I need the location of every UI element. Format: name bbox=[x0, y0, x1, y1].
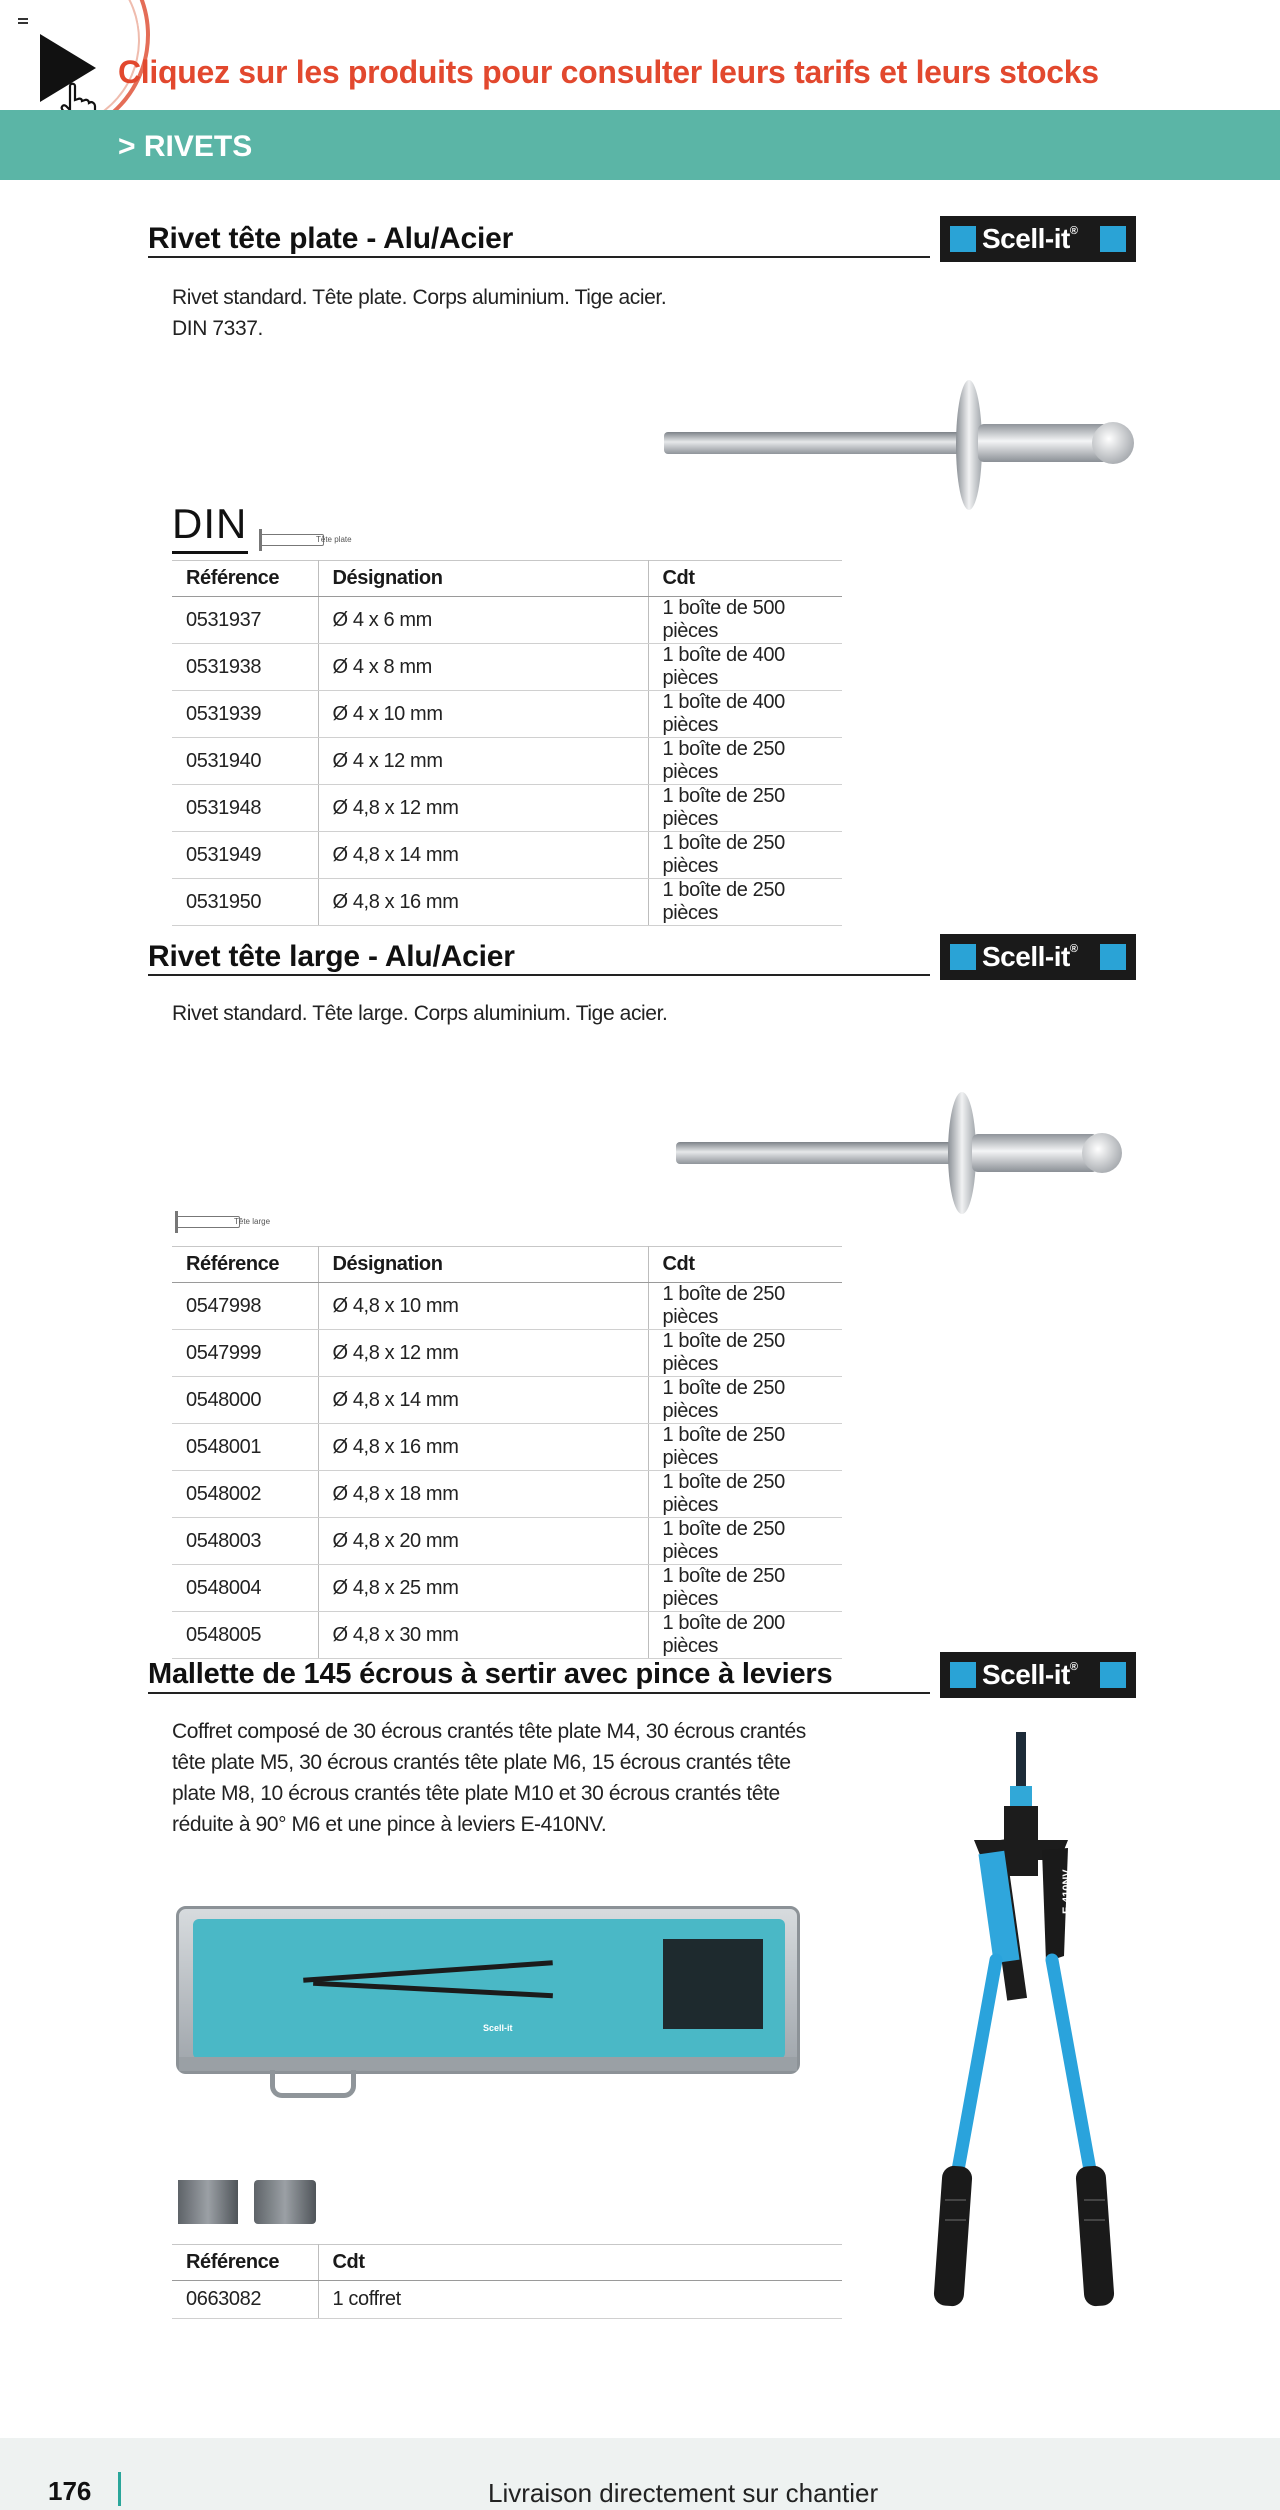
case-handle bbox=[270, 2070, 356, 2098]
reference-cell[interactable]: 0531939 bbox=[172, 691, 318, 738]
designation-cell: Ø 4,8 x 14 mm bbox=[318, 1377, 648, 1424]
table-row[interactable] bbox=[172, 1471, 842, 1518]
title-rule bbox=[148, 256, 930, 258]
reference-cell[interactable]: 0531937 bbox=[172, 597, 318, 644]
rivet-diagram-label: Tête plate bbox=[316, 535, 352, 544]
tool-model-label: E-410NV bbox=[1061, 1869, 1073, 1914]
reference-cell[interactable]: 0531948 bbox=[172, 785, 318, 832]
product-description: Rivet standard. Tête plate. Corps aluminium. Tige acier. DIN 7337. bbox=[172, 286, 667, 340]
column-header: Référence bbox=[172, 561, 318, 597]
table-row[interactable] bbox=[172, 1612, 842, 1659]
designation-cell: Ø 4,8 x 20 mm bbox=[318, 1518, 648, 1565]
brand-badge: Scell-it® bbox=[940, 934, 1136, 980]
table-row[interactable] bbox=[172, 1424, 842, 1471]
reference-cell[interactable]: 0548004 bbox=[172, 1565, 318, 1612]
table-row[interactable] bbox=[172, 1330, 842, 1377]
product-title[interactable]: Rivet tête large - Alu/Acier bbox=[148, 940, 515, 973]
designation-cell: Ø 4,8 x 10 mm bbox=[318, 1283, 648, 1330]
packaging-cell: 1 boîte de 250 pièces bbox=[648, 1518, 842, 1565]
designation-cell: Ø 4 x 12 mm bbox=[318, 738, 648, 785]
table-row[interactable] bbox=[172, 691, 842, 738]
packaging-cell: 1 boîte de 250 pièces bbox=[648, 738, 842, 785]
flat-head-rivet-image[interactable] bbox=[660, 380, 1140, 510]
large-head-rivet-image[interactable] bbox=[672, 1092, 1132, 1214]
designation-cell: Ø 4,8 x 12 mm bbox=[318, 1330, 648, 1377]
table-row[interactable] bbox=[172, 832, 842, 879]
knurled-nut-icon bbox=[254, 2180, 316, 2224]
reference-cell[interactable]: 0531938 bbox=[172, 644, 318, 691]
reference-cell[interactable]: 0548001 bbox=[172, 1424, 318, 1471]
column-header: Référence bbox=[172, 2245, 318, 2281]
packaging-cell: 1 boîte de 250 pièces bbox=[648, 1471, 842, 1518]
packaging-cell: 1 boîte de 250 pièces bbox=[648, 1330, 842, 1377]
packaging-cell: 1 boîte de 250 pièces bbox=[648, 785, 842, 832]
designation-cell: Ø 4,8 x 16 mm bbox=[318, 1424, 648, 1471]
column-header: Référence bbox=[172, 1247, 318, 1283]
title-rule bbox=[148, 1692, 930, 1694]
packaging-cell: 1 boîte de 250 pièces bbox=[648, 832, 842, 879]
designation-cell: Ø 4,8 x 25 mm bbox=[318, 1565, 648, 1612]
product-title[interactable]: Mallette de 145 écrous à sertir avec pince à leviers bbox=[148, 1658, 833, 1690]
designation-cell: Ø 4,8 x 16 mm bbox=[318, 879, 648, 926]
packaging-cell: 1 boîte de 200 pièces bbox=[648, 1612, 842, 1659]
page-divider bbox=[118, 2472, 121, 2506]
table-row[interactable] bbox=[172, 597, 842, 644]
product-description: Rivet standard. Tête large. Corps aluminium. Tige acier. bbox=[172, 1002, 668, 1025]
designation-cell: Ø 4,8 x 30 mm bbox=[318, 1612, 648, 1659]
reference-cell[interactable]: 0548005 bbox=[172, 1612, 318, 1659]
table-row[interactable] bbox=[172, 785, 842, 832]
packaging-cell: 1 coffret bbox=[318, 2281, 842, 2319]
product-table bbox=[172, 560, 842, 926]
brand-badge: Scell-it® bbox=[940, 216, 1136, 262]
designation-cell: Ø 4 x 6 mm bbox=[318, 597, 648, 644]
table-row[interactable] bbox=[172, 1518, 842, 1565]
brand-badge: Scell-it® bbox=[940, 1652, 1136, 1698]
lever-plier-image[interactable] bbox=[900, 1730, 1150, 2330]
reference-cell[interactable]: 0548003 bbox=[172, 1518, 318, 1565]
reference-cell[interactable]: 0663082 bbox=[172, 2281, 318, 2319]
din-standard-label: DIN bbox=[172, 500, 248, 547]
title-rule bbox=[148, 974, 930, 976]
table-row[interactable] bbox=[172, 1565, 842, 1612]
table-row[interactable] bbox=[172, 2281, 842, 2319]
packaging-cell: 1 boîte de 250 pièces bbox=[648, 1424, 842, 1471]
packaging-cell: 1 boîte de 400 pièces bbox=[648, 691, 842, 738]
rivet-diagram-label: Tête large bbox=[234, 1217, 271, 1226]
designation-cell: Ø 4,8 x 12 mm bbox=[318, 785, 648, 832]
rivet-diagram bbox=[260, 534, 324, 546]
designation-cell: Ø 4 x 8 mm bbox=[318, 644, 648, 691]
column-header: Désignation bbox=[318, 561, 648, 597]
table-row[interactable] bbox=[172, 738, 842, 785]
packaging-cell: 1 boîte de 250 pièces bbox=[648, 1283, 842, 1330]
reference-cell[interactable]: 0531940 bbox=[172, 738, 318, 785]
column-header: Cdt bbox=[648, 561, 842, 597]
reference-cell[interactable]: 0547998 bbox=[172, 1283, 318, 1330]
reference-cell[interactable]: 0548002 bbox=[172, 1471, 318, 1518]
footer-tagline: Livraison directement sur chantier bbox=[488, 2478, 879, 2508]
product-table bbox=[172, 1246, 842, 1659]
flat-head-nut-icon bbox=[178, 2180, 238, 2224]
table-row[interactable] bbox=[172, 879, 842, 926]
designation-cell: Ø 4 x 10 mm bbox=[318, 691, 648, 738]
reference-cell[interactable]: 0547999 bbox=[172, 1330, 318, 1377]
case-brand-label: Scell-it bbox=[483, 2023, 513, 2033]
rivet-nut-case-image[interactable] bbox=[176, 1906, 800, 2074]
designation-cell: Ø 4,8 x 14 mm bbox=[318, 832, 648, 879]
table-row[interactable] bbox=[172, 1377, 842, 1424]
rivet-diagram bbox=[176, 1216, 240, 1228]
header-cta-link[interactable]: Cliquez sur les produits pour consulter leurs tarifs et leurs stocks bbox=[118, 54, 1099, 90]
page-number: 176 bbox=[48, 2476, 92, 2506]
table-row[interactable] bbox=[172, 644, 842, 691]
packaging-cell: 1 boîte de 250 pièces bbox=[648, 1565, 842, 1612]
packaging-cell: 1 boîte de 250 pièces bbox=[648, 879, 842, 926]
packaging-cell: 1 boîte de 400 pièces bbox=[648, 644, 842, 691]
reference-cell[interactable]: 0531949 bbox=[172, 832, 318, 879]
packaging-cell: 1 boîte de 500 pièces bbox=[648, 597, 842, 644]
packaging-cell: 1 boîte de 250 pièces bbox=[648, 1377, 842, 1424]
product-title[interactable]: Rivet tête plate - Alu/Acier bbox=[148, 222, 514, 255]
designation-cell: Ø 4,8 x 18 mm bbox=[318, 1471, 648, 1518]
reference-cell[interactable]: 0531950 bbox=[172, 879, 318, 926]
reference-cell[interactable]: 0548000 bbox=[172, 1377, 318, 1424]
column-header: Cdt bbox=[648, 1247, 842, 1283]
product-description: Coffret composé de 30 écrous crantés tête plate M4, 30 écrous crantés tête plate M5, 30 écrous crantés tête plate M6, 15 écrous crantés tête plate M8, 10 écrous crantés tête plate M10 et 30 écrous crantés tête réduite à 90° M6 et une pince à leviers E-410NV. bbox=[172, 1720, 806, 1836]
section-title: > RIVETS bbox=[118, 130, 253, 163]
menu-icon[interactable] bbox=[18, 18, 28, 26]
table-row[interactable] bbox=[172, 1283, 842, 1330]
column-header: Désignation bbox=[318, 1247, 648, 1283]
column-header: Cdt bbox=[318, 2245, 842, 2281]
product-table bbox=[172, 2244, 842, 2319]
